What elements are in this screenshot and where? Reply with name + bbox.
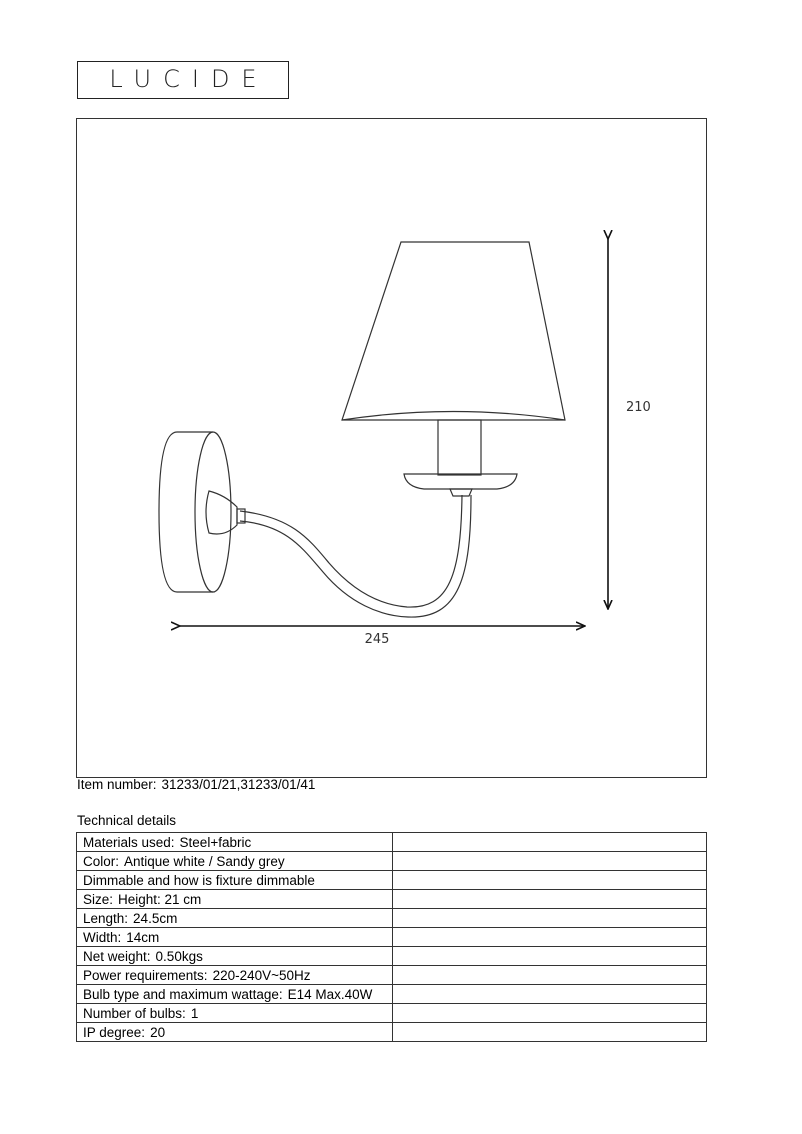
lamp-candle xyxy=(404,420,517,496)
spec-value: Antique white / Sandy grey xyxy=(124,853,285,869)
spec-label: IP degree: xyxy=(83,1024,146,1040)
spec-empty-cell xyxy=(393,909,707,928)
lamp-shade xyxy=(342,242,565,420)
table-row xyxy=(77,1023,707,1042)
table-row xyxy=(77,985,707,1004)
height-dimension-label: 210 xyxy=(626,400,651,415)
spec-empty-cell xyxy=(393,1023,707,1042)
spec-value: 14cm xyxy=(126,929,160,945)
spec-empty-cell xyxy=(393,871,707,890)
lucide-logo xyxy=(77,61,289,99)
spec-empty-cell xyxy=(393,928,707,947)
spec-cell xyxy=(77,985,393,1004)
width-dimension-label: 245 xyxy=(364,632,390,647)
spec-label: Dimmable and how is fixture dimmable xyxy=(83,872,315,888)
spec-cell xyxy=(77,852,393,871)
spec-label: Materials used: xyxy=(83,834,175,850)
table-row xyxy=(77,909,707,928)
spec-cell xyxy=(77,833,393,852)
product-drawing-frame xyxy=(76,118,707,778)
spec-label: Number of bulbs: xyxy=(83,1005,186,1021)
technical-details-table xyxy=(76,832,707,1042)
item-number-value: 31233/01/21,31233/01/41 xyxy=(161,777,316,792)
spec-label: Size: xyxy=(83,891,114,907)
spec-cell xyxy=(77,966,393,985)
spec-empty-cell xyxy=(393,985,707,1004)
table-row xyxy=(77,833,707,852)
spec-empty-cell xyxy=(393,852,707,871)
spec-empty-cell xyxy=(393,947,707,966)
spec-value: 24.5cm xyxy=(133,910,178,926)
spec-cell xyxy=(77,1004,393,1023)
spec-empty-cell xyxy=(393,1004,707,1023)
spec-cell xyxy=(77,928,393,947)
wall-lamp-drawing xyxy=(77,119,708,779)
spec-empty-cell xyxy=(393,966,707,985)
table-row xyxy=(77,871,707,890)
spec-empty-cell xyxy=(393,833,707,852)
lamp-arm xyxy=(237,495,471,617)
spec-label: Bulb type and maximum wattage: xyxy=(83,986,283,1002)
spec-cell xyxy=(77,1023,393,1042)
spec-label: Color: xyxy=(83,853,120,869)
table-row xyxy=(77,947,707,966)
table-row xyxy=(77,890,707,909)
spec-value: Height: 21 cm xyxy=(118,891,202,907)
spec-value: 220-240V~50Hz xyxy=(212,967,311,983)
spec-empty-cell xyxy=(393,890,707,909)
table-row xyxy=(77,1004,707,1023)
spec-label: Length: xyxy=(83,910,129,926)
spec-label: Power requirements: xyxy=(83,967,208,983)
technical-details-heading: Technical details xyxy=(77,813,177,828)
spec-cell xyxy=(77,871,393,890)
spec-cell xyxy=(77,890,393,909)
spec-value: 1 xyxy=(190,1005,199,1021)
table-row xyxy=(77,928,707,947)
wall-plate xyxy=(159,432,237,592)
logo-text: LUCIDE xyxy=(109,65,269,93)
item-number xyxy=(77,777,315,792)
spec-value: Steel+fabric xyxy=(179,834,252,850)
spec-cell xyxy=(77,909,393,928)
spec-label: Net weight: xyxy=(83,948,151,964)
item-number-label: Item number: xyxy=(77,777,157,792)
spec-label: Width: xyxy=(83,929,122,945)
spec-value: 20 xyxy=(150,1024,166,1040)
table-row xyxy=(77,852,707,871)
table-row xyxy=(77,966,707,985)
spec-value: 0.50kgs xyxy=(155,948,203,964)
spec-cell xyxy=(77,947,393,966)
spec-value: E14 Max.40W xyxy=(287,986,373,1002)
